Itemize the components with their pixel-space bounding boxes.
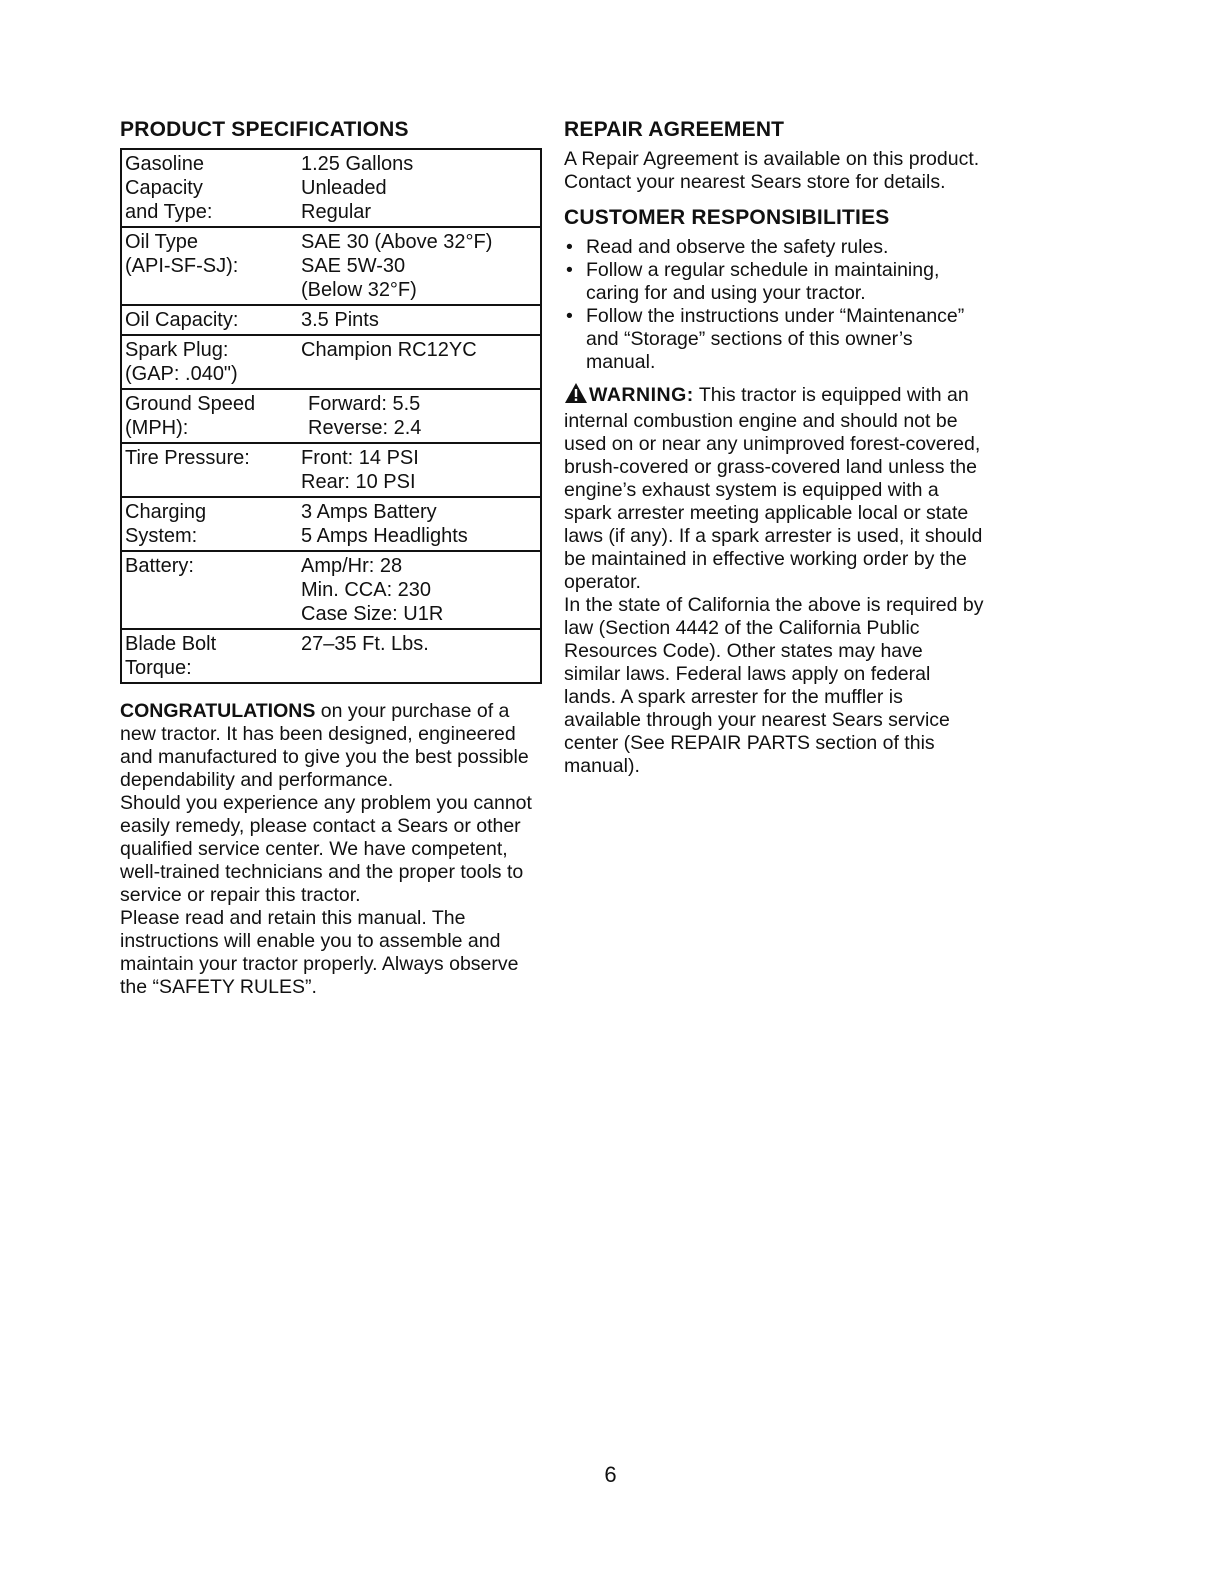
warning-paragraph [564,382,984,594]
spec-value: Front: 14 PSI Rear: 10 PSI [301,447,419,493]
warning-text: This tractor is equipped with an internal combustion engine and should not be used on or near any unimproved forest-covered, brush-covered or grass-covered land unless the engine’s exhaust system is equipped with a spark arrester meeting applicable local or state laws (if any). If a spark arrester is used, it should be maintained in effective working order by the operator. [564,384,983,593]
bullet-icon: • [566,259,573,281]
list-item-text: Follow the instructions under “Maintenance” and “Storage” sections of this owner’s manual. [586,305,965,373]
spec-value: 27–35 Ft. Lbs. [301,633,429,655]
list-item-text: Follow a regular schedule in maintaining, caring for and using your tractor. [586,259,940,304]
spec-value: 1.25 Gallons Unleaded Regular [301,153,414,223]
spec-label: Battery: [125,555,194,577]
warning-triangle-icon [564,382,588,410]
spec-row-oil-capacity [122,306,540,336]
spec-row-battery [122,552,540,630]
california-law-paragraph: In the state of California the above is required by law (Section 4442 of the California Public Resources Code). Other states may have similar laws. Federal laws apply on federal lands. A spark arrester for the muffler is available through your nearest Sears service center (See REPAIR PARTS section of this manual). [564,594,984,777]
bullet-icon: • [566,236,573,258]
list-item [564,259,984,305]
responsibilities-list [564,236,984,374]
spec-label: Spark Plug: (GAP: .040") [125,339,238,385]
spec-row-gasoline [122,150,540,228]
spec-label: Charging System: [125,501,207,547]
service-paragraph: Should you experience any problem you cannot easily remedy, please contact a Sears or other qualified service center. We have competent, well-trained technicians and the proper tools to service or repair this tractor. [120,792,532,906]
spec-row-ground-speed [122,390,540,444]
repair-agreement-heading: REPAIR AGREEMENT [564,118,785,141]
repair-agreement-text: A Repair Agreement is available on this product. Contact your nearest Sears store for details. [564,148,980,193]
warning-section [564,382,984,778]
customer-responsibilities-heading: CUSTOMER RESPONSIBILITIES [564,206,890,229]
spec-row-spark-plug [122,336,540,390]
congratulations-paragraph [120,700,540,792]
spec-value: Amp/Hr: 28 Min. CCA: 230 Case Size: U1R [301,555,444,625]
congratulations-lead: CONGRATULATIONS [120,700,316,722]
right-column [564,116,984,778]
list-item [564,305,984,374]
spec-label: Ground Speed (MPH): [125,393,256,439]
spec-row-oil-type [122,228,540,306]
spec-label: Gasoline Capacity and Type: [125,153,213,223]
spec-value: Champion RC12YC [301,339,477,361]
spec-label: Tire Pressure: [125,447,250,469]
congratulations-text: on your purchase of a new tractor. It has been designed, engineered and manufactured to give you the best possible dependability and performance. [120,700,529,791]
product-specifications-heading: PRODUCT SPECIFICATIONS [120,118,409,141]
page-number: 6 [604,1462,617,1487]
spec-value: SAE 30 (Above 32°F) SAE 5W-30 (Below 32°F) [301,231,493,301]
list-item-text: Read and observe the safety rules. [586,236,889,258]
left-column [120,116,540,999]
warning-label: WARNING: [589,384,694,406]
spec-value: 3.5 Pints [301,309,379,331]
specifications-table [120,148,542,684]
congratulations-section [120,700,540,999]
spec-value: 3 Amps Battery 5 Amps Headlights [301,501,468,547]
retain-manual-paragraph: Please read and retain this manual. The instructions will enable you to assemble and maintain your tractor properly. Always observe the “SAFETY RULES”. [120,907,519,998]
spec-label: Oil Capacity: [125,309,239,331]
list-item [564,236,984,259]
spec-label: Oil Type (API-SF-SJ): [125,231,239,277]
spec-label: Blade Bolt Torque: [125,633,217,679]
spec-row-charging-system [122,498,540,552]
spec-row-blade-bolt-torque [122,630,540,682]
spec-row-tire-pressure [122,444,540,498]
spec-value: Forward: 5.5 Reverse: 2.4 [308,393,422,439]
bullet-icon: • [566,305,573,327]
